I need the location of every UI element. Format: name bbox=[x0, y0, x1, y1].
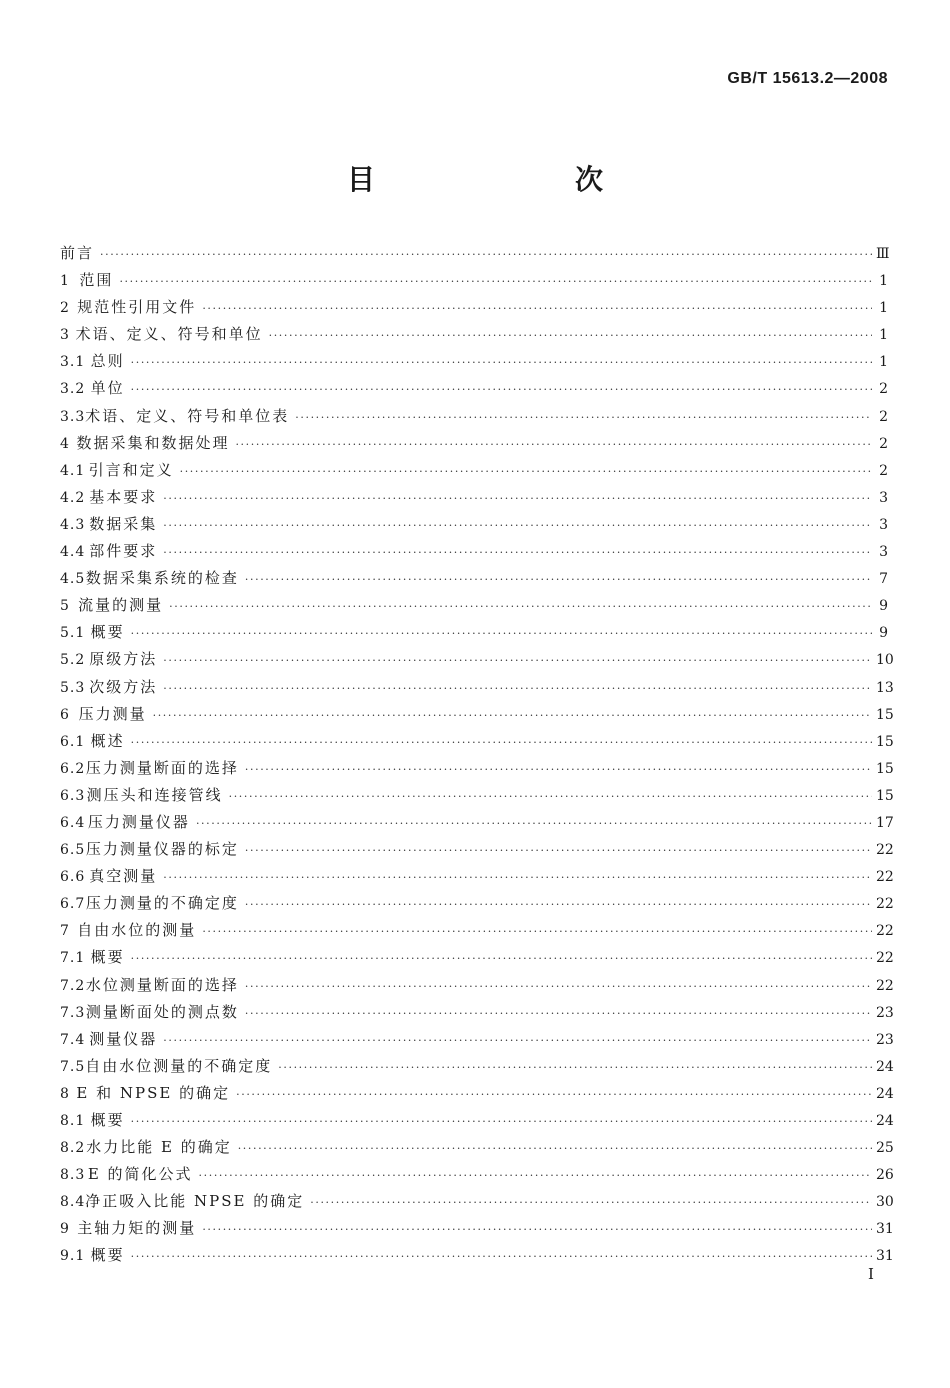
toc-entry-label: 数据采集和数据处理 bbox=[76, 433, 230, 452]
toc-entry[interactable] bbox=[60, 294, 888, 321]
page-title: 目 次 bbox=[346, 163, 651, 196]
toc-entry[interactable] bbox=[60, 782, 894, 809]
toc-entry-label: 流量的测量 bbox=[78, 596, 164, 615]
toc-entry-page: 9 bbox=[879, 598, 888, 615]
toc-entry-label: 压力测量的不确定度 bbox=[85, 894, 239, 913]
toc-entry-number: 5.1 bbox=[60, 625, 86, 642]
toc-entry-page: 30 bbox=[876, 1194, 894, 1211]
toc-entry[interactable] bbox=[60, 674, 894, 701]
toc-entry-label: 自由水位的测量 bbox=[77, 921, 197, 940]
toc-entry-label: 主轴力矩的测量 bbox=[77, 1219, 197, 1238]
toc-entry-label: 概要 bbox=[90, 623, 125, 642]
toc-entry-page: 22 bbox=[876, 977, 894, 994]
dot-leader bbox=[245, 837, 872, 864]
toc-entry-number: 7.2 bbox=[60, 977, 86, 994]
toc-entry-page: 22 bbox=[876, 842, 894, 859]
toc-entry[interactable] bbox=[60, 1053, 894, 1080]
toc-entry-label: 压力测量 bbox=[78, 704, 147, 723]
toc-entry-page: 25 bbox=[876, 1140, 894, 1157]
toc-entry-label: 水位测量断面的选择 bbox=[85, 975, 239, 994]
toc-entry-page: 15 bbox=[876, 706, 894, 723]
dot-leader bbox=[163, 1027, 872, 1054]
standard-code: GB/T 15613.2—2008 bbox=[727, 70, 888, 87]
toc-entry-page: 3 bbox=[879, 489, 888, 506]
toc-entry[interactable] bbox=[60, 1134, 894, 1161]
toc-entry-number: 8.4 bbox=[60, 1194, 86, 1211]
toc-entry-number: 9 bbox=[60, 1221, 70, 1238]
toc-entry-number: 3.1 bbox=[60, 354, 86, 371]
toc-entry-page: 31 bbox=[876, 1221, 894, 1238]
toc-entry-number: 6.7 bbox=[60, 896, 86, 913]
toc-entry[interactable] bbox=[60, 999, 894, 1026]
toc-entry[interactable] bbox=[60, 728, 894, 755]
toc-entry-number: 4.1 bbox=[60, 462, 86, 479]
dot-leader bbox=[295, 404, 872, 431]
toc-entry[interactable] bbox=[60, 538, 888, 565]
toc-entry[interactable] bbox=[60, 321, 888, 348]
toc-entry-page: 1 bbox=[879, 327, 888, 344]
toc-entry-page: 15 bbox=[876, 787, 894, 804]
toc-entry-page: 13 bbox=[876, 679, 894, 696]
toc-entry-number: 6 bbox=[60, 706, 70, 723]
toc-entry[interactable] bbox=[60, 836, 894, 863]
toc-entry[interactable] bbox=[60, 1215, 894, 1242]
toc-entry-label: 压力测量断面的选择 bbox=[85, 758, 239, 777]
dot-leader bbox=[163, 539, 872, 566]
toc-entry-label: 水力比能 E 的确定 bbox=[86, 1138, 232, 1157]
dot-leader bbox=[163, 675, 872, 702]
toc-entry-page: 23 bbox=[876, 1004, 894, 1021]
dot-leader bbox=[131, 620, 872, 647]
dot-leader bbox=[245, 891, 872, 918]
toc-entry-page: 22 bbox=[876, 950, 894, 967]
dot-leader bbox=[131, 376, 872, 403]
toc-entry-page: 2 bbox=[879, 435, 888, 452]
toc-entry-number: 6.3 bbox=[60, 787, 86, 804]
dot-leader bbox=[229, 783, 872, 810]
dot-leader bbox=[169, 593, 872, 620]
toc-entry-label: 原级方法 bbox=[89, 650, 158, 669]
toc-entry-number: 9.1 bbox=[60, 1248, 86, 1265]
toc-entry-number: 3.2 bbox=[60, 381, 86, 398]
toc-entry-number: 8.3 bbox=[60, 1167, 86, 1184]
toc-entry[interactable] bbox=[60, 755, 894, 782]
toc-entry[interactable] bbox=[60, 1026, 894, 1053]
toc-entry-page: 2 bbox=[879, 408, 888, 425]
toc-entry[interactable] bbox=[60, 863, 894, 890]
toc-entry-page: 7 bbox=[879, 571, 888, 588]
toc-entry-number: 7.1 bbox=[60, 950, 86, 967]
dot-leader bbox=[131, 1108, 872, 1135]
dot-leader bbox=[269, 322, 872, 349]
toc-entry[interactable] bbox=[60, 1242, 894, 1269]
toc-entry-label: 自由水位测量的不确定度 bbox=[85, 1056, 273, 1075]
toc-entry-page: 15 bbox=[876, 760, 894, 777]
toc-entry-label: E 的简化公式 bbox=[87, 1165, 193, 1184]
toc-entry-number: 7 bbox=[60, 923, 70, 940]
toc-entry-page: 9 bbox=[879, 625, 888, 642]
toc-entry-label: 单位 bbox=[90, 379, 125, 398]
toc-entry-page: 24 bbox=[876, 1058, 894, 1075]
toc-entry-number: 5.2 bbox=[60, 652, 86, 669]
dot-leader bbox=[245, 1000, 872, 1027]
toc-entry-number: 4.3 bbox=[60, 516, 86, 533]
toc-entry-number: 8.2 bbox=[60, 1140, 86, 1157]
page-number: I bbox=[868, 1265, 874, 1283]
toc-entry-number: 4.5 bbox=[60, 571, 86, 588]
toc-entry[interactable] bbox=[60, 972, 894, 999]
toc-entry-page: Ⅲ bbox=[876, 246, 890, 262]
toc-entry-label: 测量断面处的测点数 bbox=[85, 1002, 239, 1021]
toc-entry-page: 1 bbox=[879, 300, 888, 317]
dot-leader bbox=[310, 1189, 872, 1216]
dot-leader bbox=[196, 810, 872, 837]
toc-entry-label: 概要 bbox=[90, 948, 125, 967]
toc-entry-page: 1 bbox=[879, 273, 888, 290]
toc-entry[interactable] bbox=[60, 565, 888, 592]
dot-leader bbox=[131, 1243, 872, 1270]
dot-leader bbox=[235, 431, 872, 458]
toc-entry-number: 5.3 bbox=[60, 679, 86, 696]
toc-entry[interactable] bbox=[60, 944, 894, 971]
toc-entry-label: 压力测量仪器的标定 bbox=[85, 840, 239, 859]
toc-entry-page: 22 bbox=[876, 923, 894, 940]
toc-entry-page: 15 bbox=[876, 733, 894, 750]
toc-entry[interactable] bbox=[60, 267, 888, 294]
toc-entry-number: 6.4 bbox=[60, 814, 86, 831]
toc-entry-label: 范围 bbox=[79, 271, 114, 290]
dot-leader bbox=[245, 973, 872, 1000]
dot-leader bbox=[236, 1081, 872, 1108]
toc-entry-number: 6.5 bbox=[60, 842, 86, 859]
toc-entry-page: 3 bbox=[879, 516, 888, 533]
toc-entry-label: 规范性引用文件 bbox=[77, 298, 197, 317]
toc-entry-label: 测压头和连接管线 bbox=[86, 785, 223, 804]
dot-leader bbox=[245, 756, 872, 783]
toc-entry-label: 测量仪器 bbox=[89, 1029, 158, 1048]
toc-entry-page: 31 bbox=[876, 1248, 894, 1265]
toc-entry[interactable] bbox=[60, 890, 894, 917]
toc-entry-label: 次级方法 bbox=[89, 677, 158, 696]
toc-entry-label: 术语、定义、符号和单位 bbox=[75, 325, 263, 344]
toc-entry-label: 概述 bbox=[90, 731, 125, 750]
toc-entry-page: 1 bbox=[879, 354, 888, 371]
toc-entry-number: 7.5 bbox=[60, 1058, 86, 1075]
dot-leader bbox=[131, 729, 872, 756]
toc-entry[interactable] bbox=[60, 1080, 894, 1107]
toc-entry-number: 7.3 bbox=[60, 1004, 86, 1021]
dot-leader bbox=[163, 512, 872, 539]
dot-leader bbox=[202, 918, 872, 945]
dot-leader bbox=[163, 485, 872, 512]
toc-entry[interactable] bbox=[60, 484, 888, 511]
toc-entry[interactable] bbox=[60, 701, 894, 728]
toc-entry-label: 数据采集 bbox=[89, 514, 158, 533]
dot-leader bbox=[119, 268, 872, 295]
toc-entry-page: 2 bbox=[879, 462, 888, 479]
toc-entry[interactable] bbox=[60, 1107, 894, 1134]
toc-entry-page: 22 bbox=[876, 896, 894, 913]
toc-entry-label: 前言 bbox=[60, 244, 95, 262]
toc-entry-label: 基本要求 bbox=[89, 487, 158, 506]
toc-entry-label: 数据采集系统的检查 bbox=[85, 569, 239, 588]
toc-entry-page: 10 bbox=[876, 652, 894, 669]
dot-leader bbox=[163, 864, 872, 891]
toc-entry-number: 3 bbox=[60, 327, 70, 344]
toc-entry-number: 1 bbox=[60, 273, 70, 290]
toc-entry-number: 6.6 bbox=[60, 869, 86, 886]
dot-leader bbox=[153, 702, 872, 729]
toc-entry-number: 8 bbox=[60, 1085, 70, 1102]
dot-leader bbox=[131, 945, 872, 972]
toc-entry-number: 6.2 bbox=[60, 760, 86, 777]
toc-entry-label: 压力测量仪器 bbox=[87, 812, 190, 831]
toc-entry[interactable] bbox=[60, 457, 888, 484]
toc-entry-label: 概要 bbox=[90, 1246, 125, 1265]
toc-entry[interactable] bbox=[60, 240, 888, 267]
dot-leader bbox=[163, 647, 872, 674]
toc-entry-label: 概要 bbox=[90, 1111, 125, 1129]
toc-entry-label: 引言和定义 bbox=[88, 460, 174, 479]
toc-entry-number: 5 bbox=[60, 598, 70, 615]
toc-entry-label: 净正吸入比能 NPSE 的确定 bbox=[85, 1192, 305, 1211]
dot-leader bbox=[202, 295, 872, 322]
dot-leader bbox=[180, 458, 872, 485]
toc-entry-label: E 和 NPSE 的确定 bbox=[76, 1083, 231, 1102]
dot-leader bbox=[278, 1054, 872, 1081]
toc-entry-page: 17 bbox=[876, 814, 894, 831]
toc-entry[interactable] bbox=[60, 917, 894, 944]
toc-entry[interactable] bbox=[60, 646, 894, 673]
toc-entry-number: 7.4 bbox=[60, 1031, 86, 1048]
toc-entry[interactable] bbox=[60, 619, 888, 646]
toc-entry-number: 6.1 bbox=[60, 733, 86, 750]
toc-entry-page: 22 bbox=[876, 869, 894, 886]
table-of-contents bbox=[60, 240, 894, 1270]
toc-entry-page: 24 bbox=[876, 1113, 894, 1129]
toc-entry-page: 24 bbox=[876, 1085, 894, 1102]
toc-entry[interactable] bbox=[60, 403, 888, 430]
toc-entry-page: 2 bbox=[879, 381, 888, 398]
dot-leader bbox=[245, 566, 872, 593]
toc-entry[interactable] bbox=[60, 430, 888, 457]
toc-entry-label: 总则 bbox=[90, 352, 125, 371]
toc-entry[interactable] bbox=[60, 1161, 894, 1188]
dot-leader bbox=[131, 349, 872, 376]
toc-entry-page: 26 bbox=[876, 1167, 894, 1184]
toc-entry-number: 4 bbox=[60, 435, 70, 452]
dot-leader bbox=[202, 1216, 872, 1243]
toc-entry-number: 4.2 bbox=[60, 489, 86, 506]
toc-entry[interactable] bbox=[60, 375, 888, 402]
toc-entry-label: 术语、定义、符号和单位表 bbox=[85, 406, 290, 425]
dot-leader bbox=[199, 1162, 872, 1189]
toc-entry-label: 真空测量 bbox=[89, 867, 158, 886]
toc-entry-number: 8.1 bbox=[60, 1113, 86, 1129]
toc-entry-label: 部件要求 bbox=[89, 542, 158, 561]
toc-entry-number: 4.4 bbox=[60, 544, 86, 561]
toc-entry-page: 23 bbox=[876, 1031, 894, 1048]
toc-entry[interactable] bbox=[60, 348, 888, 375]
toc-entry-page: 3 bbox=[879, 544, 888, 561]
toc-entry-number: 3.3 bbox=[60, 408, 86, 425]
toc-entry[interactable] bbox=[60, 1188, 894, 1215]
toc-entry[interactable] bbox=[60, 592, 888, 619]
dot-leader bbox=[100, 241, 872, 268]
toc-entry[interactable] bbox=[60, 809, 894, 836]
toc-entry[interactable] bbox=[60, 511, 888, 538]
toc-entry-number: 2 bbox=[60, 300, 70, 317]
dot-leader bbox=[238, 1135, 872, 1162]
